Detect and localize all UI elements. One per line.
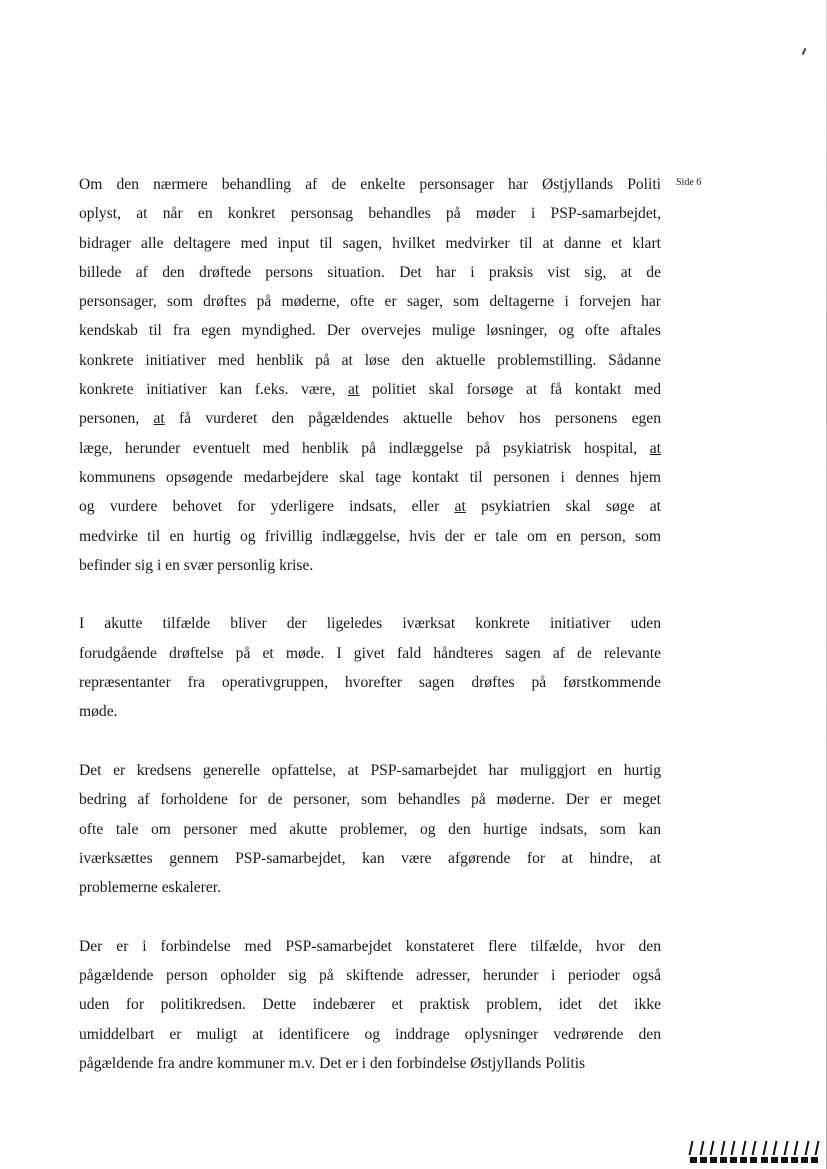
text-segment: forudgående drøftelse på et møde. I givet fald håndteres sagen af de relevante (79, 644, 661, 662)
text-segment: problemerne eskalerer. (79, 879, 222, 897)
barcode-block (750, 1157, 757, 1163)
barcode-block (690, 1157, 697, 1163)
text-line (79, 316, 661, 345)
text-line (79, 668, 661, 697)
barcode-tick (699, 1141, 704, 1155)
barcode-block (811, 1157, 818, 1163)
text-line (79, 844, 661, 873)
text-line (79, 756, 661, 785)
text-segment: bidrager alle deltagere med input til sagen, hvilket medvirker til at danne et klart (79, 234, 661, 252)
text-segment: repræsentanter fra operativgruppen, hvorefter sagen drøftes på førstkommende (79, 674, 661, 692)
text-segment: Om den nærmere behandling af de enkelte personsager har Østjyllands Politi (79, 176, 661, 193)
text-segment: læge, herunder eventuelt med henblik på indlæggelse på psykiatrisk hospital, (79, 439, 650, 457)
barcode-tick (710, 1141, 715, 1155)
barcode-tick (752, 1141, 757, 1155)
barcode-tick (720, 1141, 725, 1155)
text-segment: bedring af forholdene for de personer, som behandles på møderne. Der er meget (79, 791, 661, 809)
page-number-label: Side 6 (676, 177, 702, 188)
text-line (79, 697, 661, 726)
text-segment: politiet skal forsøge at få kontakt med (359, 381, 661, 399)
paragraph (79, 170, 661, 580)
barcode-tick (815, 1141, 820, 1155)
barcode-tick (773, 1141, 778, 1155)
text-line (79, 258, 661, 287)
barcode-block (720, 1157, 727, 1163)
text-segment: oplyst, at når en konkret personsag behandles på møder i PSP-samarbejdet, (79, 205, 661, 223)
text-line (79, 170, 661, 199)
barcode-block (801, 1157, 808, 1163)
text-segment: medvirke til en hurtig og frivillig indlæggelse, hvis der er tale om en person, som (79, 527, 661, 545)
text-line (79, 961, 661, 990)
underlined-word: at (153, 410, 165, 428)
barcode-tick (689, 1141, 694, 1155)
text-segment: pågældende fra andre kommuner m.v. Det er i den forbindelse Østjyllands Politis (79, 1054, 586, 1072)
text-line (79, 815, 661, 844)
text-segment: personen, (79, 410, 154, 428)
text-segment: Det er kredsens generelle opfattelse, at PSP-samarbejdet har muliggjort en hurtig (79, 761, 661, 779)
text-line (79, 932, 661, 961)
text-line (79, 551, 661, 580)
barcode-block (710, 1157, 717, 1163)
paragraph (79, 756, 661, 902)
text-line (79, 492, 661, 521)
text-line (79, 609, 661, 638)
barcode-tick (794, 1141, 799, 1155)
text-line (79, 639, 661, 668)
text-line (79, 434, 661, 463)
underlined-word: at (454, 498, 466, 516)
text-segment: kommunens opsøgende medarbejdere skal tage kontakt til personen i dennes hjem (79, 468, 661, 486)
text-line (79, 873, 661, 902)
paragraph (79, 932, 661, 1078)
text-line (79, 1020, 661, 1049)
text-segment: befinder sig i en svær personlig krise. (79, 556, 314, 574)
paragraph (79, 609, 661, 726)
text-line (79, 287, 661, 316)
text-segment: pågældende person opholder sig på skiftende adresser, herunder i perioder også (79, 967, 661, 985)
text-segment: uden for politikredsen. Dette indebærer et praktisk problem, idet det ikke (79, 996, 661, 1014)
text-segment: ofte tale om personer med akutte problemer, og den hurtige indsats, som kan (79, 820, 661, 838)
barcode-block (781, 1157, 788, 1163)
barcode-block (740, 1157, 747, 1163)
text-segment: iværksættes gennem PSP-samarbejdet, kan være afgørende for at hindre, at (79, 849, 661, 867)
text-segment: psykiatrien skal søge at (465, 498, 661, 516)
barcode-tick (762, 1141, 767, 1155)
barcode-block (791, 1157, 798, 1163)
text-segment: kendskab til fra egen myndighed. Der overvejes mulige løsninger, og ofte aftales (79, 322, 661, 340)
text-line (79, 346, 661, 375)
barcode-tick (804, 1141, 809, 1155)
text-line (79, 404, 661, 433)
text-segment: umiddelbart er muligt at identificere og inddrage oplysninger vedrørende den (79, 1025, 661, 1043)
text-line (79, 785, 661, 814)
body-text (79, 170, 661, 1078)
barcode-tick (783, 1141, 788, 1155)
underlined-word: at (649, 439, 661, 457)
scan-mark (802, 48, 807, 55)
underlined-word: at (348, 381, 360, 399)
text-segment: I akutte tilfælde bliver der ligeledes iværksat konkrete initiativer uden (79, 615, 661, 633)
barcode-block (700, 1157, 707, 1163)
barcode-block (730, 1157, 737, 1163)
text-line (79, 1049, 661, 1078)
text-segment: konkrete initiativer med henblik på at løse den aktuelle problemstilling. Sådanne (79, 351, 661, 369)
text-segment: personsager, som drøftes på møderne, ofte er sager, som deltagerne i forvejen har (79, 293, 661, 311)
text-segment: få vurderet den pågældendes aktuelle behov hos personens egen (164, 410, 661, 428)
text-line (79, 375, 661, 404)
text-segment: Der er i forbindelse med PSP-samarbejdet konstateret flere tilfælde, hvor den (79, 937, 661, 955)
text-segment: og vurdere behovet for yderligere indsats, eller (79, 498, 455, 516)
text-segment: konkrete initiativer kan f.eks. være, (79, 381, 349, 399)
scan-barcode-icon (690, 1141, 818, 1165)
text-line (79, 463, 661, 492)
barcode-block (761, 1157, 768, 1163)
barcode-tick (741, 1141, 746, 1155)
text-line (79, 522, 661, 551)
text-line (79, 990, 661, 1019)
barcode-block (771, 1157, 778, 1163)
text-line (79, 229, 661, 258)
text-line (79, 199, 661, 228)
text-segment: billede af den drøftede persons situation. Det har i praksis vist sig, at de (79, 263, 661, 281)
barcode-tick (731, 1141, 736, 1155)
text-segment: møde. (79, 703, 118, 721)
